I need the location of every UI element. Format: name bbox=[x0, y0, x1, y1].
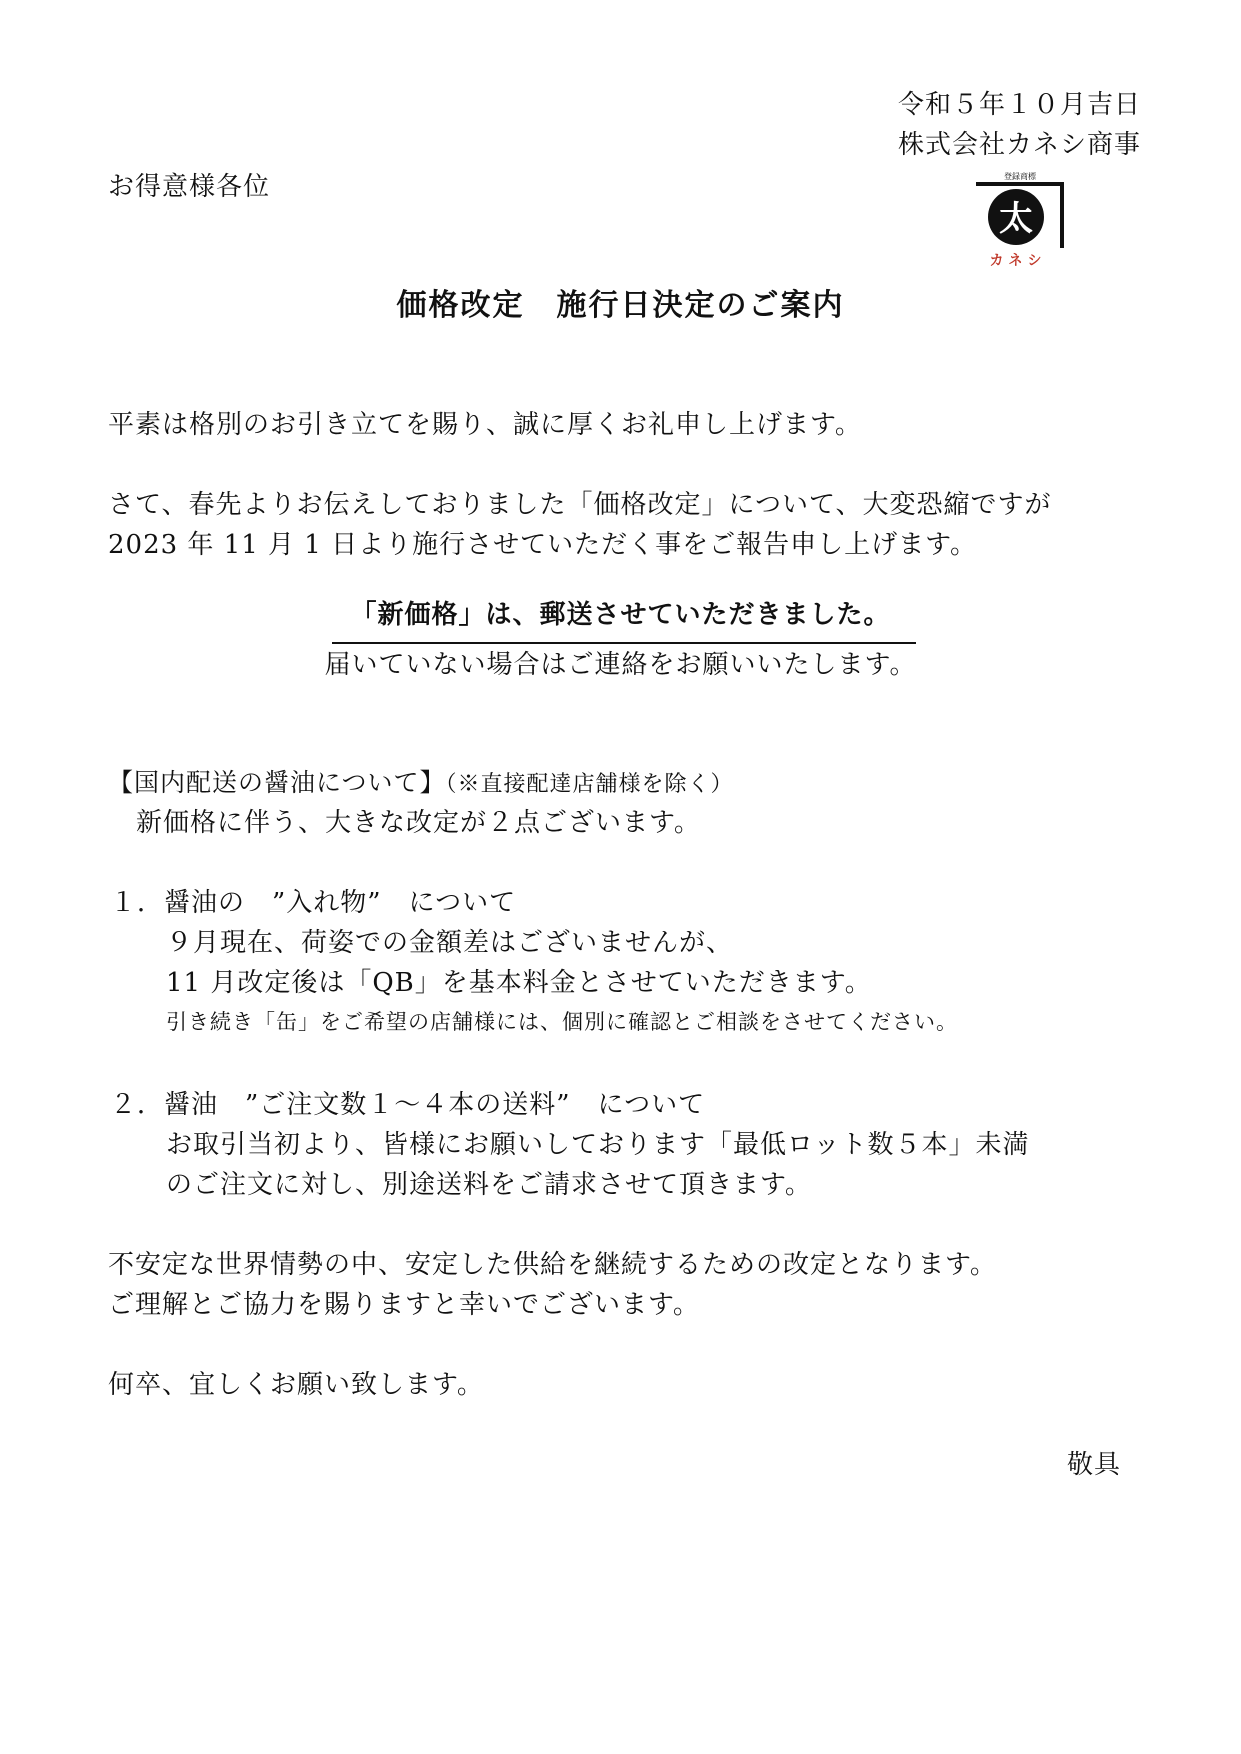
contact-request: 届いていない場合はご連絡をお願いいたします。 bbox=[324, 650, 917, 680]
logo-emblem-glyph: 太 bbox=[999, 199, 1033, 239]
item-1-line-2: 11 月改定後は「QB」を基本料金とさせていただきます。 bbox=[166, 968, 872, 998]
greeting-paragraph: 平素は格別のお引き立てを賜り、誠に厚くお礼申し上げます。 bbox=[108, 410, 862, 440]
item-2-line-1: お取引当初より、皆様にお願いしております「最低ロット数５本」未満 bbox=[166, 1130, 1030, 1160]
signoff: 敬具 bbox=[1066, 1450, 1121, 1480]
section-heading-text: 【国内配送の醤油について】 bbox=[108, 768, 446, 797]
closing-line-3: 何卒、宜しくお願い致します。 bbox=[108, 1370, 484, 1400]
section-heading-note: （※直接配達店舗様を除く） bbox=[445, 772, 734, 797]
new-price-notice: 「新価格」は、郵送させていただきました。 bbox=[350, 600, 891, 630]
logo-frame-right bbox=[1060, 182, 1064, 248]
announcement-line-1: さて、春先よりお伝えしておりました「価格改定」について、大変恐縮ですが bbox=[108, 490, 1052, 520]
item-2-line-2: のご注文に対し、別途送料をご請求させて頂きます。 bbox=[166, 1170, 812, 1200]
company-name: 株式会社カネシ商事 bbox=[897, 130, 1141, 160]
logo-trademark-label: 登録商標 bbox=[1004, 172, 1036, 181]
issue-date: 令和５年１０月吉日 bbox=[897, 90, 1141, 120]
item-2-title: ２．醤油 ”ご注文数１～４本の送料” について bbox=[110, 1090, 706, 1120]
notice-underline bbox=[332, 642, 916, 644]
kaneshi-logo bbox=[970, 170, 1070, 270]
section-intro: 新価格に伴う、大きな改定が２点ございます。 bbox=[136, 808, 701, 838]
document-title: 価格改定 施行日決定のご案内 bbox=[396, 288, 845, 323]
recipient: お得意様各位 bbox=[108, 172, 271, 202]
section-heading bbox=[108, 768, 734, 798]
logo-frame-top bbox=[976, 182, 1064, 186]
closing-line-1: 不安定な世界情勢の中、安定した供給を継続するための改定となります。 bbox=[108, 1250, 997, 1280]
item-1-line-3: 引き続き「缶」をご希望の店舗様には、個別に確認とご相談をさせてください。 bbox=[166, 1010, 958, 1034]
announcement-line-2: 2023 年 11 月 1 日より施行させていただく事をご報告申し上げます。 bbox=[108, 530, 978, 560]
logo-brand-name: カネシ bbox=[989, 253, 1047, 269]
item-1-title: １．醤油の ”入れ物” について bbox=[110, 888, 517, 918]
closing-line-2: ご理解とご協力を賜りますと幸いでございます。 bbox=[108, 1290, 700, 1320]
item-1-line-1: ９月現在、荷姿での金額差はございませんが、 bbox=[166, 928, 734, 958]
